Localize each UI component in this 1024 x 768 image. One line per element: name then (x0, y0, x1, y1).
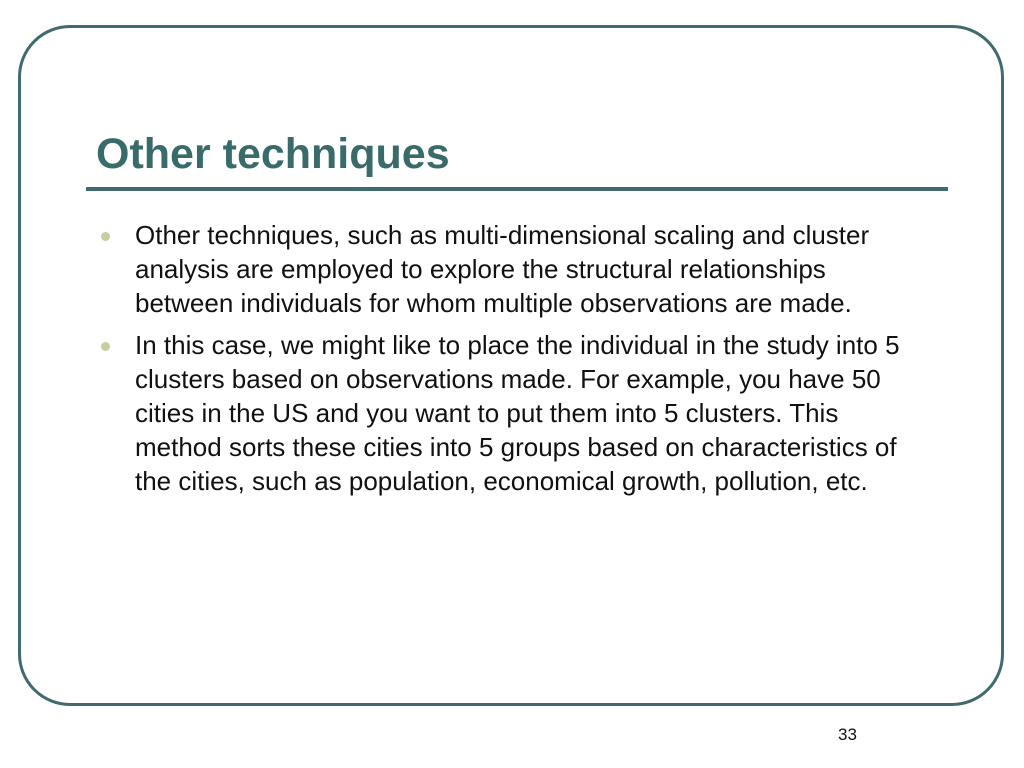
bullet-item (96, 328, 926, 498)
title-underline (86, 187, 948, 191)
bullet-dot-icon (101, 232, 110, 241)
bullet-text: In this case, we might like to place the individual in the study into 5 clusters based on observations made. For example, you have 50 cities in the US and you want to put them into 5 clusters. This method sorts these cities into 5 groups based on characteristics of the cities, such as population, economical growth, pollution, etc. (135, 330, 900, 496)
bullet-text: Other techniques, such as multi-dimensional scaling and cluster analysis are employed to explore the structural relationships between individuals for whom multiple observations are made. (135, 220, 870, 318)
bullet-list (96, 218, 926, 506)
bullet-dot-icon (101, 342, 110, 351)
slide-title: Other techniques (96, 130, 450, 178)
bullet-item (96, 218, 926, 320)
page-number: 33 (838, 725, 857, 744)
